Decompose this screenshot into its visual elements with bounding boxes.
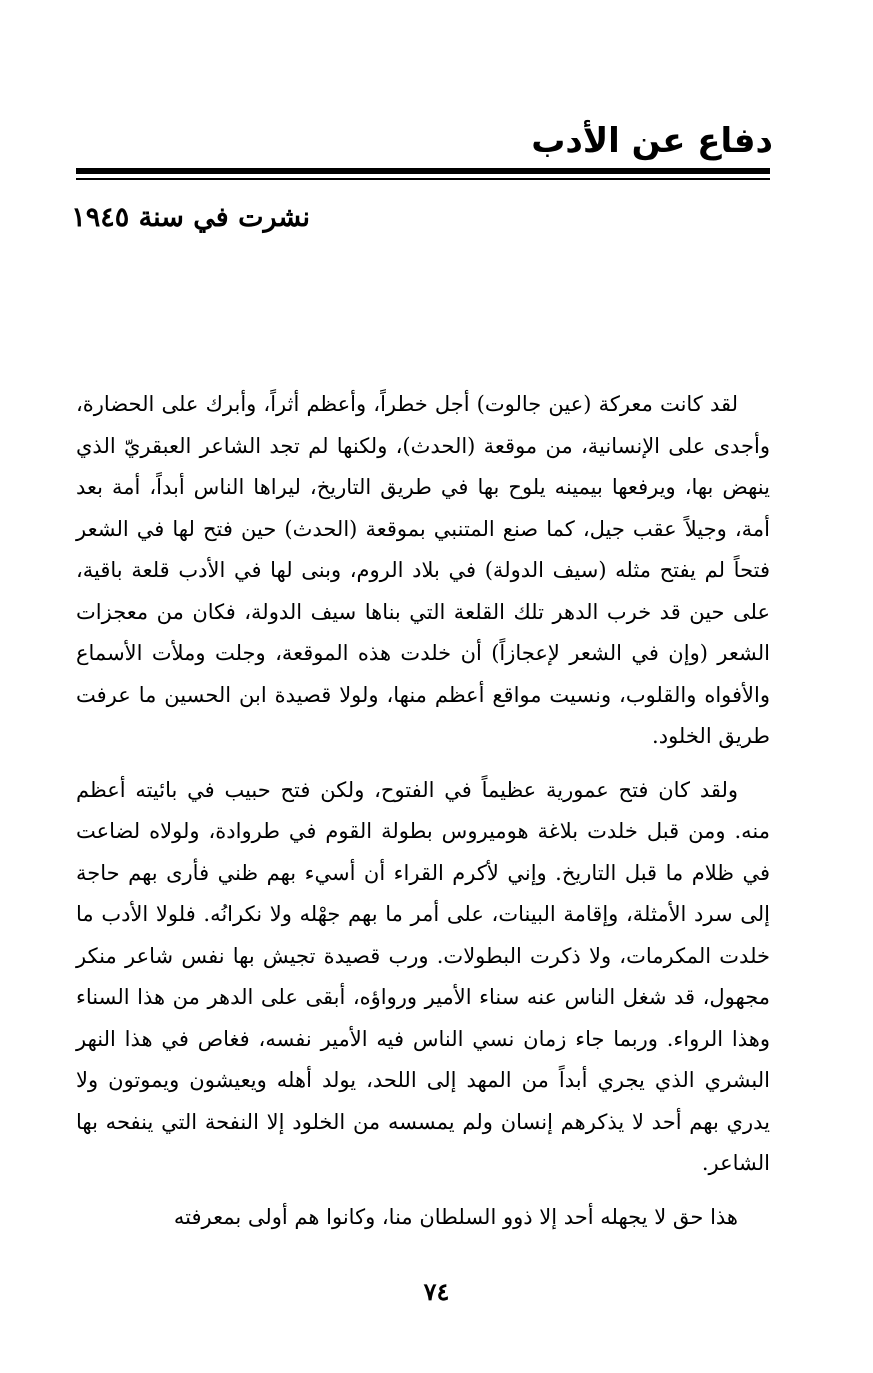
page-number: ٧٤ (423, 1277, 450, 1306)
body-paragraph-3: هذا حق لا يجهله أحد إلا ذوو السلطان منا، وكانوا هم أولى بمعرفته (173, 1204, 738, 1229)
running-header-title: دفاع عن الأدب (531, 121, 773, 161)
body-paragraph-1: لقد كانت معركة (عين جالوت) أجل خطراً، وأعظم أثراً، وأبرك على الحضارة، وأجدى على الإنسانية، من موقعة (الحدث)، ولكنها لم تجد الشاعر العبقريّ الذي ينهض بها، ويرفعها بيمينه يلوح بها في طريق التاريخ، ليراها الناس أبداً، أمة بعد أمة، وجيلاً عقب جيل، كما صنع المتنبي بموقعة (الحدث) حين فتح لها في الشعر فتحاً لم يفتح مثله (سيف الدولة) في بلاد الروم، وبنى لها في الأدب قلعة باقية، على حين قد خرب الدهر تلك القلعة التي بناها سيف الدولة، فكان من معجزات الشعر (وإن في الشعر لإعجازاً) أن خلدت هذه الموقعة، وجلت وملأت الأسماع والأفواه والقلوب، ونسيت مواقع أعظم منها، ولولا قصيدة ابن الحسين ما عرفت طريق الخلود. (76, 392, 770, 748)
header-rule-thin (76, 178, 770, 180)
header-rule-thick (76, 168, 770, 174)
article-body (76, 384, 770, 1238)
publication-note: نشرت في سنة ١٩٤٥ (71, 202, 310, 233)
body-paragraph-2: ولقد كان فتح عمورية عظيماً في الفتوح، ولكن فتح حبيب في بائيته أعظم منه. ومن قبل خلدت بلاغة هوميروس بطولة القوم في طروادة، ولولاه لضاعت في ظلام ما قبل التاريخ. وإني لأكرم القراء أن أسيء بهم ظني فأرى بهم حاجة إلى سرد الأمثلة، وإقامة البينات، على أمر ما بهم جهْله ولا نكرانُه. فلولا الأدب ما خلدت المكرمات، ولا ذكرت البطولات. ورب قصيدة تجيش بها نفس شاعر منكر مجهول، قد شغل الناس عنه سناء الأمير ورواؤه، أبقى على الدهر من هذا السناء وهذا الرواء. وربما جاء زمان نسي الناس فيه الأمير نفسه، فغاص في هذا النهر البشري الذي يجري أبداً من المهد إلى اللحد، يولد أهله ويعيشون ويموتون ولا يدري بهم أحد لا يذكرهم إنسان ولم يمسسه من الخلود إلا النفحة التي ينفحه بها الشاعر. (76, 777, 770, 1175)
